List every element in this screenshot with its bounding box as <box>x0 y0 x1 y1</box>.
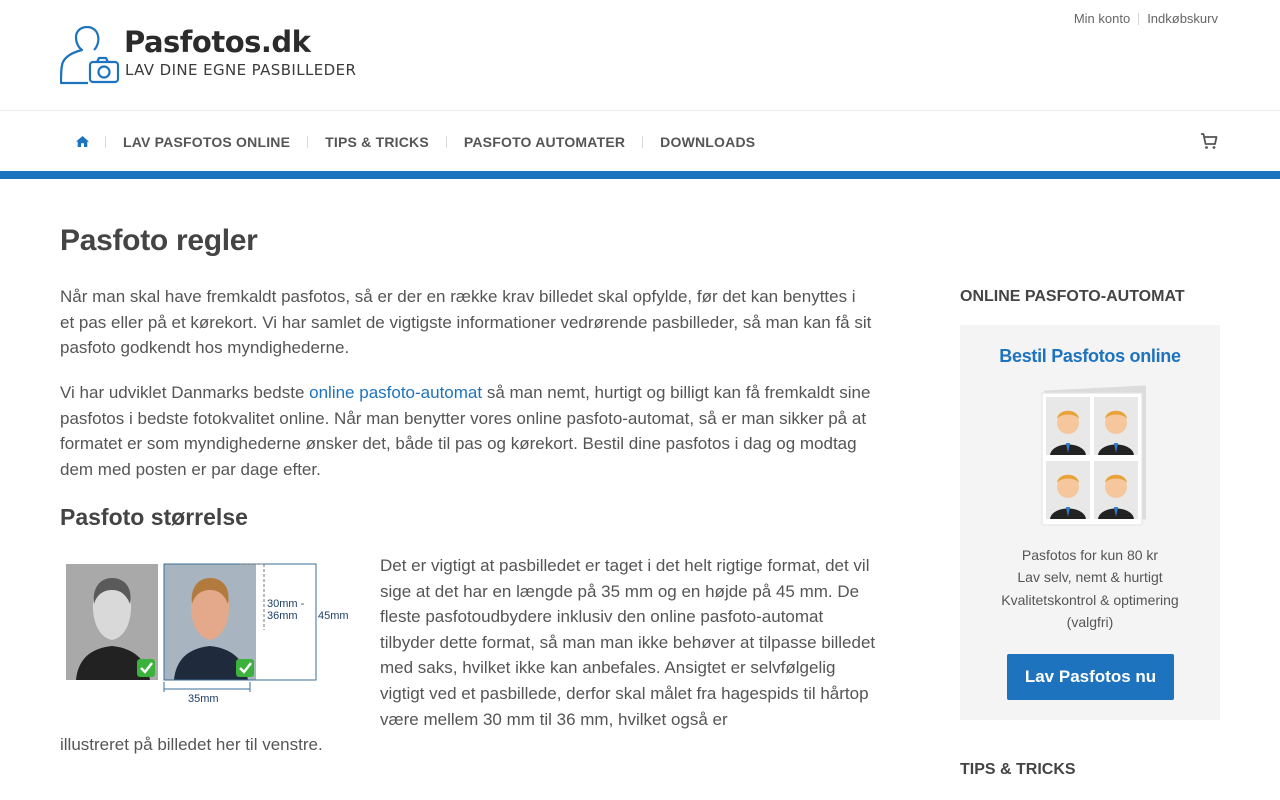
passport-photos-image <box>1038 383 1148 529</box>
checkmark-icon <box>137 659 155 677</box>
person-camera-icon <box>60 26 120 86</box>
order-photos-button[interactable]: Lav Pasfotos nu <box>1007 654 1174 700</box>
size-paragraph: Det er vigtigt at pasbilledet er taget i det helt rigtige format, det vil sige at det har en længde på 35 mm og en højde på 45 mm. De fleste pasfotoudbydere inklusiv den online pasfoto-automat tilbyder dette format, så man man ikke behøver at tilpasse billedet med saks, hvilket ikke kan anbefales. Ansigtet er selvfølgelig vigtigt ved et pasbillede, derfor skal målet fra hagespids til hårtop være mellem 30 mm til 36 mm, hvilket også er <box>380 556 876 729</box>
nav-item-lav-pasfotos-online[interactable]: LAV PASFOTOS ONLINE <box>123 133 291 150</box>
nav-home[interactable] <box>60 112 105 171</box>
home-icon <box>76 136 89 147</box>
feature-line: Kvalitetskontrol & optimering <box>1001 591 1179 608</box>
promo-box <box>960 325 1220 720</box>
face-size-label: 36mm <box>267 610 298 622</box>
paragraph-text: Vi har udviklet Danmarks bedste <box>60 383 310 402</box>
nav-item-downloads[interactable]: DOWNLOADS <box>660 133 756 150</box>
main-nav <box>0 112 1280 171</box>
nav-item-tips-tricks[interactable]: TIPS & TRICKS <box>325 133 429 150</box>
width-label: 35mm <box>188 693 219 705</box>
promo-title[interactable]: Bestil Pasfotos online <box>999 346 1181 366</box>
site-logo[interactable] <box>60 25 357 86</box>
divider <box>1138 13 1139 25</box>
section-heading-size: Pasfoto størrelse <box>60 504 248 530</box>
widget-title-tips-tricks: TIPS & TRICKS <box>960 761 1076 778</box>
page-title: Pasfoto regler <box>60 224 258 257</box>
online-automat-link[interactable]: online pasfoto-automat <box>309 383 483 402</box>
intro-paragraph: Når man skal have fremkaldt pasfotos, så er der en række krav billedet skal opfylde, før det kan benyttes i et pas eller på et kørekort. Vi har samlet de vigtigste informationer vedrørende pasbilleder, så man kan få sit pasfoto godkendt hos myndighederne. <box>60 287 872 358</box>
cart-link[interactable]: Indkøbskurv <box>1147 11 1218 26</box>
face-size-label: 30mm - <box>267 598 305 610</box>
height-label: 45mm <box>318 610 349 622</box>
feature-line: Lav selv, nemt & hurtigt <box>1017 569 1163 586</box>
passport-size-diagram <box>60 554 360 709</box>
size-paragraph-tail: illustreret på billedet her til venstre. <box>60 735 323 754</box>
site-tagline: LAV DINE EGNE PASBILLEDER <box>125 61 357 79</box>
account-link[interactable]: Min konto <box>1073 11 1131 26</box>
nav-item-pasfoto-automater[interactable]: PASFOTO AUTOMATER <box>463 133 626 150</box>
cart-icon[interactable] <box>1200 132 1218 150</box>
feature-line: (valgfri) <box>1066 613 1114 630</box>
automat-paragraph <box>60 380 872 482</box>
checkmark-icon <box>236 659 254 677</box>
nav-accent-bar <box>0 171 1280 179</box>
site-name: Pasfotos.dk <box>124 25 311 59</box>
paragraph-text: så man nemt, hurtigt og billigt kan få fremkaldt sine pasfotos i bedste fotokvalitet online. Når man benytter vores online pasfoto-automat, så er man sikker på at formatet er som myndighederne ønsker det, både til pas og kørekort. Bestil dine pasfotos i dag og modtag dem med posten er par dage efter. <box>60 383 871 479</box>
top-links <box>1074 11 1218 26</box>
promo-features <box>980 544 1200 633</box>
widget-title-online-automat: ONLINE PASFOTO-AUTOMAT <box>960 288 1185 305</box>
feature-line: Pasfotos for kun 80 kr <box>1021 547 1159 563</box>
site-header <box>0 0 1280 111</box>
